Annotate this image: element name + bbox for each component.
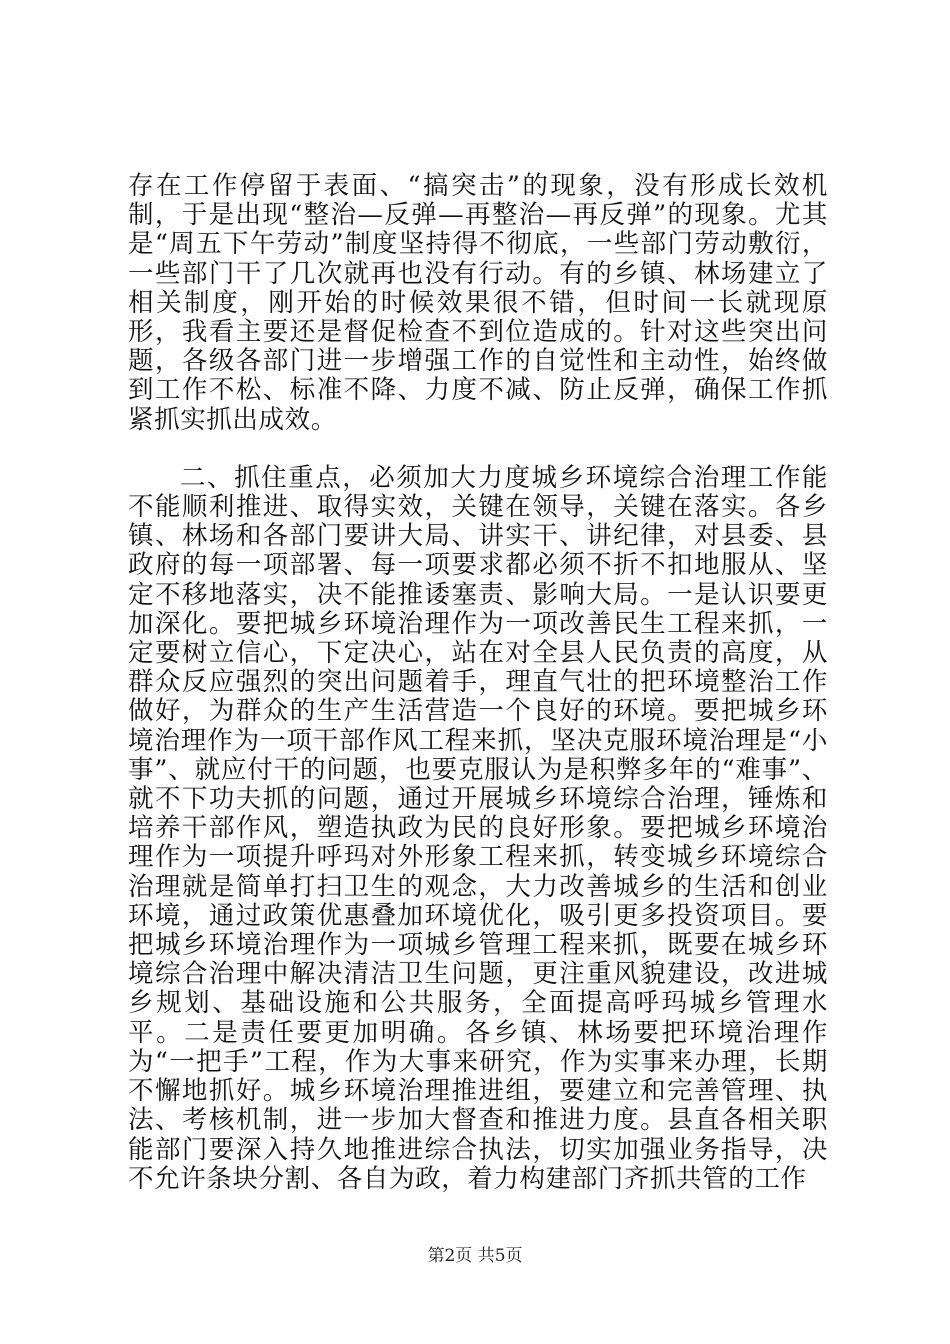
paragraph-continuation: 存在工作停留于表面、“搞突击”的现象，没有形成长效机制，于是出现“整治—反弹—再整治—再反弹”的现象。尤其是“周五下午劳动”制度坚持得不彻底，一些部门劳动敷衍，一些部门干了几次就再也没有行动。有的乡镇、林场建立了相关制度，刚开始的时候效果很不错，但时间一长就现原形，我看主要还是督促检查不到位造成的。针对这些突出问题，各级各部门进一步增强工作的自觉性和主动性，始终做到工作不松、标准不降、力度不减、防止反弹，确保工作抓紧抓实抓出成效。 [128,171,828,435]
page-number-footer: 第2页 共5页 [427,1246,523,1266]
paragraph-section-two: 二、抓住重点，必须加大力度城乡环境综合治理工作能不能顺利推进、取得实效，关键在领导，关键在落实。各乡镇、林场和各部门要讲大局、讲实干、讲纪律，对县委、县政府的每一项部署、每一项要求都必须不折不扣地服从、坚定不移地落实，决不能推诿塞责、影响大局。一是认识要更加深化。要把城乡环境治理作为一项改善民生工程来抓，一定要树立信心，下定决心，站在对全县人民负责的高度，从群众反应强烈的突出问题着手，理直气壮的把环境整治工作做好，为群众的生产生活营造一个良好的环境。要把城乡环境治理作为一项干部作风工程来抓，坚决克服环境治理是“小事”、就应付干的问题，也要克服认为是积弊多年的“难事”、就不下功夫抓的问题，通过开展城乡环境综合治理，锤炼和培养干部作风，塑造执政为民的良好形象。要把城乡环境治理作为一项提升呼玛对外形象工程来抓，转变城乡环境综合治理就是简单打扫卫生的观念，大力改善城乡的生活和创业环境，通过政策优惠叠加环境优化，吸引更多投资项目。要把城乡环境治理作为一项城乡管理工程来抓，既要在城乡环境综合治理中解决清洁卫生问题，更注重风貌建设，改进城乡规划、基础设施和公共服务，全面提高呼玛城乡管理水平。二是责任要更加明确。各乡镇、林场要把环境治理作为“一把手”工程，作为大事来研究，作为实事来办理，长期不懈地抓好。城乡环境治理推进组，要建立和完善管理、执法、考核机制，进一步加大督查和推进力度。县直各相关职能部门要深入持久地推进综合执法，切实加强业务指导，决不允许条块分割、各自为政，着力构建部门齐抓共管的工作 [128,462,828,1194]
document-body [128,172,828,1194]
